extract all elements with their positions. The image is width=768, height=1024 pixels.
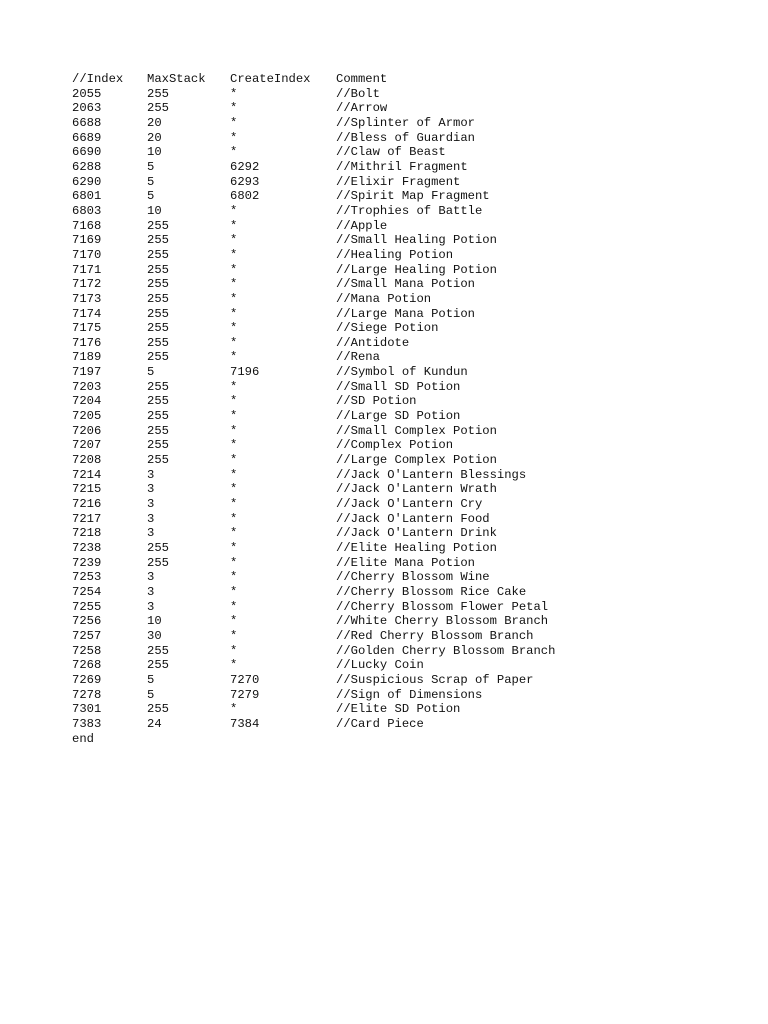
item-index: 7168: [72, 218, 102, 233]
item-index: 7214: [72, 467, 102, 482]
item-createindex: *: [230, 628, 238, 643]
item-createindex: 7384: [230, 716, 260, 731]
item-comment: //Symbol of Kundun: [336, 365, 468, 380]
item-createindex: *: [230, 291, 238, 306]
item-maxstack: 255: [147, 702, 169, 717]
item-index: 7189: [72, 350, 102, 365]
item-comment: //Elite Healing Potion: [336, 541, 497, 555]
item-createindex: *: [230, 526, 238, 541]
item-comment: //Bless of Guardian: [336, 130, 475, 145]
table-row: [72, 600, 555, 615]
item-createindex: *: [230, 511, 238, 526]
item-comment: //Elite Mana Potion: [336, 555, 475, 570]
item-index: 6803: [72, 203, 102, 218]
item-maxstack: 255: [147, 277, 169, 292]
item-maxstack: 255: [147, 658, 169, 673]
table-row: [72, 658, 555, 673]
table-row: [72, 101, 555, 116]
item-index: 7257: [72, 628, 102, 643]
item-maxstack: 5: [147, 174, 155, 189]
table-row: [72, 204, 555, 219]
item-index: 7238: [72, 541, 102, 555]
item-comment: //Large Mana Potion: [336, 306, 475, 321]
item-maxstack: 255: [147, 423, 169, 438]
item-maxstack: 255: [147, 453, 169, 468]
item-maxstack: 24: [147, 716, 162, 731]
item-comment: //Rena: [336, 350, 380, 365]
item-createindex: 7279: [230, 687, 260, 702]
item-comment: //Trophies of Battle: [336, 203, 483, 218]
item-comment: //Siege Potion: [336, 321, 439, 336]
item-comment: //Large Healing Potion: [336, 262, 497, 277]
table-row: [72, 394, 555, 409]
item-maxstack: 255: [147, 643, 169, 658]
header-maxstack: MaxStack: [147, 72, 206, 86]
table-row: [72, 468, 555, 483]
table-row: [72, 497, 555, 512]
item-maxstack: 255: [147, 262, 169, 277]
item-maxstack: 10: [147, 145, 162, 160]
item-index: 6689: [72, 130, 102, 145]
item-index: 6801: [72, 189, 102, 204]
item-maxstack: 255: [147, 321, 169, 336]
item-comment: //Elixir Fragment: [336, 174, 461, 189]
item-maxstack: 255: [147, 335, 169, 350]
item-comment: //Golden Cherry Blossom Branch: [336, 643, 556, 658]
item-createindex: 6292: [230, 159, 260, 174]
table-row: [72, 189, 555, 204]
item-maxstack: 255: [147, 218, 169, 233]
item-createindex: *: [230, 335, 238, 350]
table-row: [72, 526, 555, 541]
item-maxstack: 30: [147, 628, 162, 643]
item-comment: //Sign of Dimensions: [336, 687, 483, 702]
item-maxstack: 255: [147, 350, 169, 365]
item-comment: //Small SD Potion: [336, 379, 461, 394]
table-row: [72, 175, 555, 190]
item-index: 6690: [72, 145, 102, 160]
item-index: 6290: [72, 174, 102, 189]
item-index: 7239: [72, 555, 102, 570]
item-index: 7255: [72, 599, 102, 614]
item-index: 7253: [72, 570, 102, 585]
item-createindex: *: [230, 321, 238, 336]
item-comment: //Cherry Blossom Rice Cake: [336, 584, 527, 599]
item-createindex: *: [230, 101, 238, 116]
item-maxstack: 255: [147, 101, 169, 116]
table-row: [72, 263, 555, 278]
item-index: 7197: [72, 365, 102, 380]
table-row: [72, 233, 555, 248]
table-row: [72, 453, 555, 468]
item-maxstack: 5: [147, 365, 155, 380]
item-createindex: *: [230, 130, 238, 145]
item-createindex: *: [230, 482, 238, 497]
item-comment: //Arrow: [336, 101, 388, 116]
item-index: 7207: [72, 438, 102, 453]
item-comment: //Antidote: [336, 335, 410, 350]
item-maxstack: 255: [147, 438, 169, 453]
item-comment: //Suspicious Scrap of Paper: [336, 672, 534, 687]
item-createindex: *: [230, 379, 238, 394]
table-row: [72, 145, 555, 160]
item-comment: //Spirit Map Fragment: [336, 189, 490, 204]
table-row: [72, 248, 555, 263]
table-row: [72, 644, 555, 659]
item-createindex: *: [230, 262, 238, 277]
item-comment: //SD Potion: [336, 394, 417, 409]
item-index: 7215: [72, 482, 102, 497]
item-createindex: *: [230, 394, 238, 409]
item-createindex: *: [230, 86, 238, 101]
table-row: [72, 438, 555, 453]
table-row: [72, 570, 555, 585]
table-row: [72, 614, 555, 629]
item-index: 7203: [72, 379, 102, 394]
item-comment: //Jack O'Lantern Blessings: [336, 467, 527, 482]
table-row: [72, 409, 555, 424]
item-comment: //Large SD Potion: [336, 409, 461, 424]
item-createindex: *: [230, 541, 238, 555]
item-maxstack: 3: [147, 482, 155, 497]
table-row: [72, 424, 555, 439]
item-index: 7258: [72, 643, 102, 658]
item-table: [72, 87, 555, 732]
table-row: [72, 336, 555, 351]
table-row: [72, 512, 555, 527]
item-index: 6688: [72, 115, 102, 130]
item-maxstack: 3: [147, 526, 155, 541]
item-createindex: 6802: [230, 189, 260, 204]
item-createindex: *: [230, 115, 238, 130]
item-comment: //Jack O'Lantern Cry: [336, 497, 483, 512]
table-row: [72, 87, 555, 102]
document-body: [72, 72, 555, 746]
item-index: 7174: [72, 306, 102, 321]
item-maxstack: 10: [147, 203, 162, 218]
item-maxstack: 255: [147, 379, 169, 394]
item-maxstack: 3: [147, 584, 155, 599]
item-comment: //White Cherry Blossom Branch: [336, 614, 549, 629]
item-index: 7175: [72, 321, 102, 336]
item-createindex: 6293: [230, 174, 260, 189]
item-index: 7218: [72, 526, 102, 541]
table-row: [72, 688, 555, 703]
item-maxstack: 5: [147, 687, 155, 702]
table-row: [72, 131, 555, 146]
header-comment: Comment: [336, 72, 388, 86]
item-createindex: *: [230, 570, 238, 585]
item-index: 7256: [72, 614, 102, 629]
item-index: 7217: [72, 511, 102, 526]
item-maxstack: 255: [147, 409, 169, 424]
table-row: [72, 307, 555, 322]
item-index: 7383: [72, 716, 102, 731]
item-createindex: 7196: [230, 365, 260, 380]
item-maxstack: 5: [147, 672, 155, 687]
item-maxstack: 3: [147, 467, 155, 482]
item-createindex: *: [230, 203, 238, 218]
table-row: [72, 321, 555, 336]
table-row: [72, 160, 555, 175]
item-createindex: *: [230, 306, 238, 321]
table-row: [72, 380, 555, 395]
item-maxstack: 255: [147, 394, 169, 409]
item-createindex: *: [230, 643, 238, 658]
item-createindex: 7270: [230, 672, 260, 687]
item-maxstack: 255: [147, 247, 169, 262]
item-comment: //Small Healing Potion: [336, 233, 497, 248]
item-maxstack: 5: [147, 189, 155, 204]
header-row: [72, 72, 555, 87]
item-comment: //Small Mana Potion: [336, 277, 475, 292]
item-comment: //Red Cherry Blossom Branch: [336, 628, 534, 643]
item-comment: //Jack O'Lantern Food: [336, 511, 490, 526]
item-maxstack: 10: [147, 614, 162, 629]
item-createindex: *: [230, 277, 238, 292]
item-comment: //Lucky Coin: [336, 658, 424, 673]
item-comment: //Apple: [336, 218, 388, 233]
item-maxstack: 255: [147, 291, 169, 306]
table-row: [72, 292, 555, 307]
item-maxstack: 5: [147, 159, 155, 174]
item-createindex: *: [230, 423, 238, 438]
item-createindex: *: [230, 599, 238, 614]
table-row: [72, 482, 555, 497]
item-comment: //Small Complex Potion: [336, 423, 497, 438]
item-index: 7204: [72, 394, 102, 409]
item-comment: //Jack O'Lantern Drink: [336, 526, 497, 541]
table-row: [72, 585, 555, 600]
table-row: [72, 717, 555, 732]
item-maxstack: 3: [147, 511, 155, 526]
item-createindex: *: [230, 145, 238, 160]
item-createindex: *: [230, 438, 238, 453]
table-row: [72, 365, 555, 380]
item-maxstack: 255: [147, 541, 169, 555]
item-comment: //Mithril Fragment: [336, 159, 468, 174]
item-comment: //Bolt: [336, 86, 380, 101]
item-maxstack: 255: [147, 306, 169, 321]
item-createindex: *: [230, 497, 238, 512]
item-index: 2055: [72, 86, 102, 101]
item-index: 7268: [72, 658, 102, 673]
item-maxstack: 20: [147, 130, 162, 145]
item-index: 7170: [72, 247, 102, 262]
table-row: [72, 702, 555, 717]
table-row: [72, 673, 555, 688]
item-maxstack: 3: [147, 497, 155, 512]
table-row: [72, 277, 555, 292]
item-index: 7278: [72, 687, 102, 702]
item-comment: //Complex Potion: [336, 438, 454, 453]
item-maxstack: 20: [147, 115, 162, 130]
item-comment: //Cherry Blossom Flower Petal: [336, 599, 549, 614]
table-row: [72, 350, 555, 365]
item-index: 7172: [72, 277, 102, 292]
item-comment: //Mana Potion: [336, 291, 432, 306]
item-maxstack: 255: [147, 233, 169, 248]
item-createindex: *: [230, 218, 238, 233]
item-index: 7254: [72, 584, 102, 599]
item-index: 7216: [72, 497, 102, 512]
item-createindex: *: [230, 584, 238, 599]
item-index: 2063: [72, 101, 102, 116]
item-index: 7208: [72, 453, 102, 468]
item-comment: //Healing Potion: [336, 247, 454, 262]
item-createindex: *: [230, 247, 238, 262]
table-row: [72, 219, 555, 234]
item-comment: //Claw of Beast: [336, 145, 446, 160]
item-createindex: *: [230, 555, 238, 570]
table-row: [72, 116, 555, 131]
item-createindex: *: [230, 467, 238, 482]
item-createindex: *: [230, 453, 238, 468]
item-createindex: *: [230, 702, 238, 717]
item-comment: //Splinter of Armor: [336, 115, 475, 130]
item-maxstack: 255: [147, 86, 169, 101]
item-comment: //Large Complex Potion: [336, 453, 497, 468]
item-comment: //Jack O'Lantern Wrath: [336, 482, 497, 497]
item-index: 7269: [72, 672, 102, 687]
item-index: 7176: [72, 335, 102, 350]
table-row: [72, 556, 555, 571]
item-createindex: *: [230, 409, 238, 424]
item-comment: //Cherry Blossom Wine: [336, 570, 490, 585]
item-maxstack: 255: [147, 555, 169, 570]
end-marker: end: [72, 731, 94, 746]
item-index: 7301: [72, 702, 102, 717]
item-maxstack: 3: [147, 570, 155, 585]
table-row: [72, 629, 555, 644]
item-createindex: *: [230, 233, 238, 248]
item-createindex: *: [230, 350, 238, 365]
item-maxstack: 3: [147, 599, 155, 614]
item-index: 7171: [72, 262, 102, 277]
header-index: //Index: [72, 72, 124, 86]
item-createindex: *: [230, 658, 238, 673]
header-createindex: CreateIndex: [230, 72, 311, 86]
item-comment: //Card Piece: [336, 716, 424, 731]
item-index: 7205: [72, 409, 102, 424]
item-index: 6288: [72, 159, 102, 174]
item-index: 7169: [72, 233, 102, 248]
item-index: 7206: [72, 423, 102, 438]
item-index: 7173: [72, 291, 102, 306]
table-row: [72, 541, 555, 556]
item-comment: //Elite SD Potion: [336, 702, 461, 717]
item-createindex: *: [230, 614, 238, 629]
